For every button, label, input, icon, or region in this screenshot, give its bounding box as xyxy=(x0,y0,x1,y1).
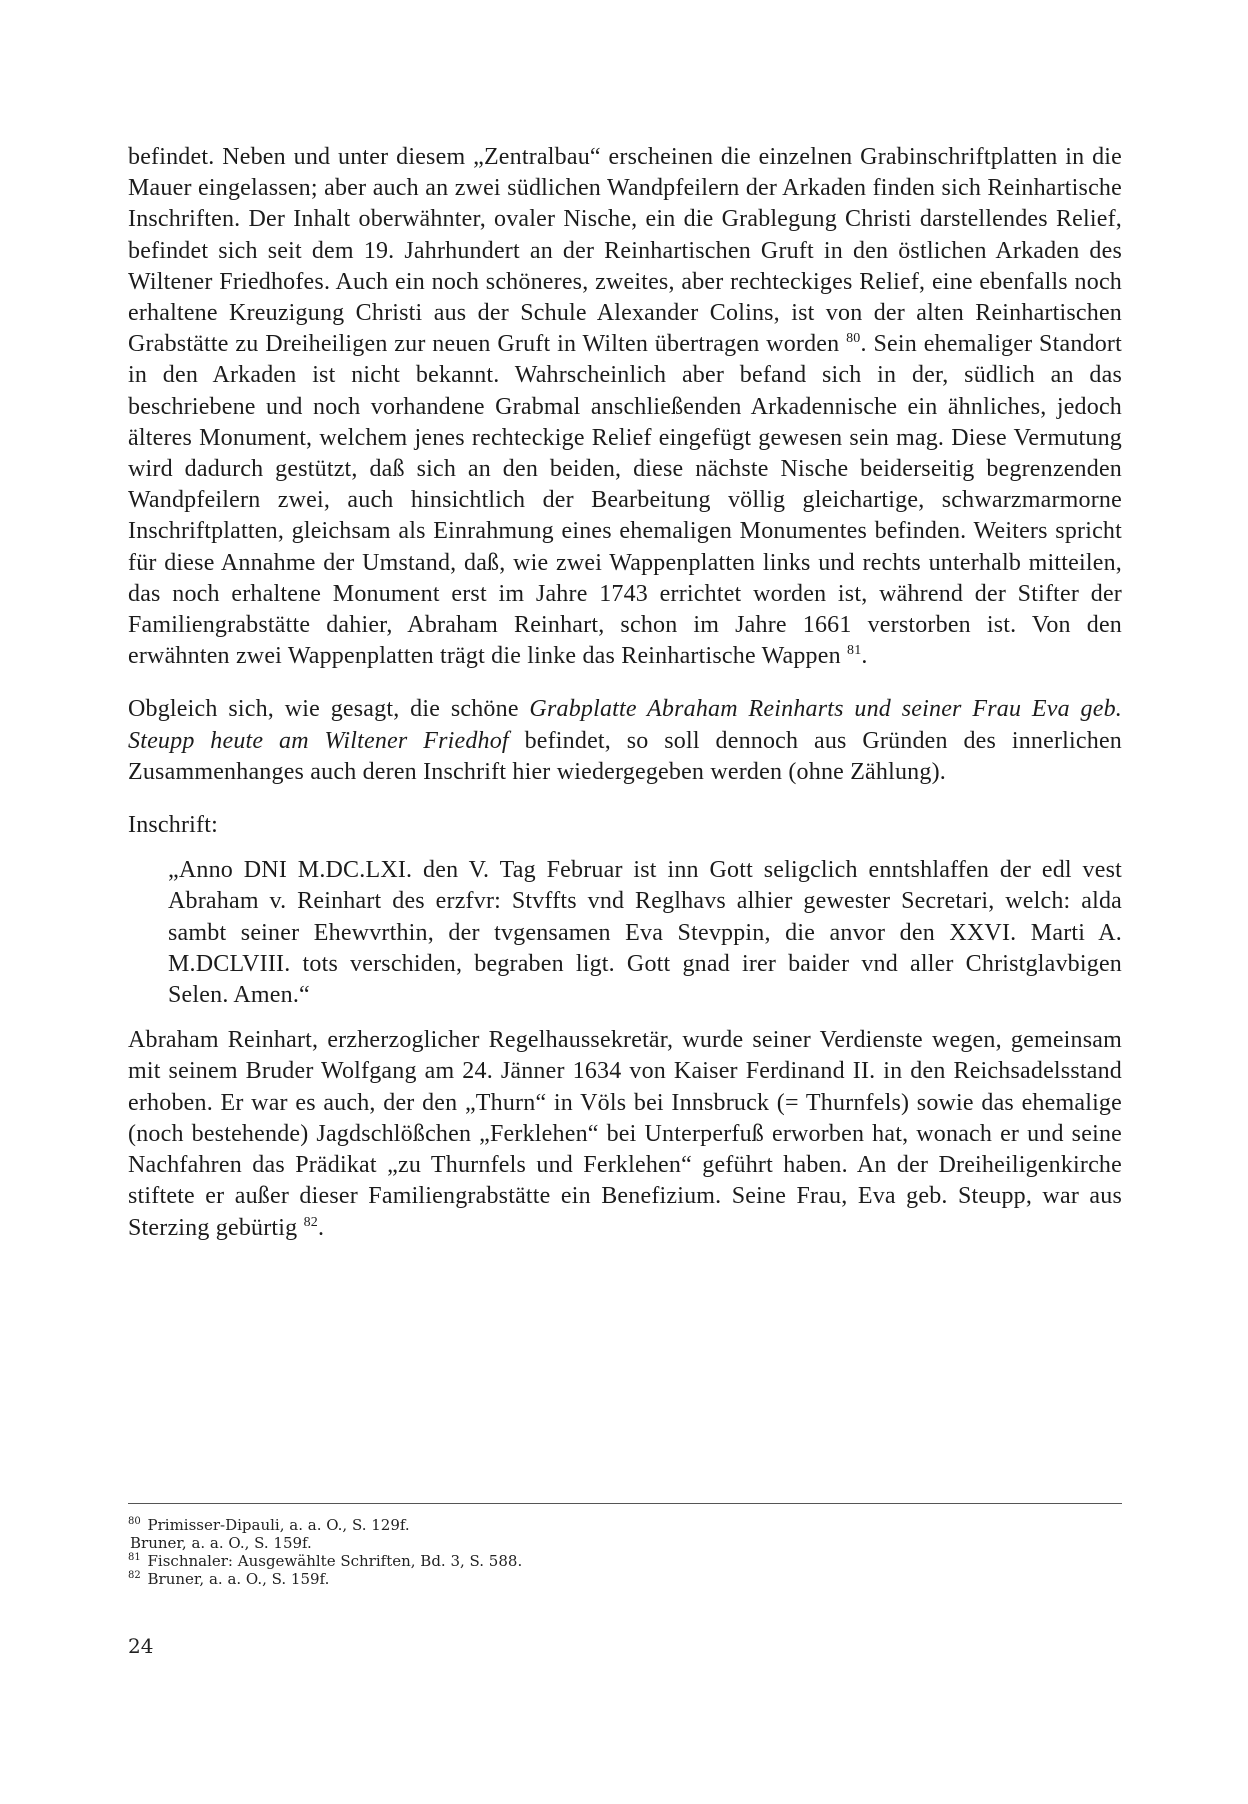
footnote-number: 81 xyxy=(128,1552,141,1563)
footnote-80-continued xyxy=(128,1534,1122,1552)
paragraph-2 xyxy=(128,694,1122,788)
paragraph-3-text: Abraham Reinhart, erzherzoglicher Regelhaussekretär, wurde seiner Verdienste wegen, gemeinsam mit seinem Bruder Wolfgang am 24. Jänner 1634 von Kaiser Ferdinand II. in den Reichsadelsstand erhoben. Er war es auch, der den „Thurn“ in Völs bei Innsbruck (= Thurnfels) sowie das ehemalige (noch bestehende) Jagdschlößchen „Ferklehen“ bei Unterperfuß erworben hat, wonach er und seine Nachfahren das Prädikat „zu Thurnfels und Ferklehen“ geführt haben. An der Dreiheiligenkirche stiftete er außer dieser Familiengrabstätte ein Benefizium. Seine Frau, Eva geb. Steupp, war aus Sterzing gebürtig xyxy=(128,1027,1122,1241)
footnote-number: 82 xyxy=(128,1570,141,1581)
footnote-80 xyxy=(128,1516,1122,1534)
footnote-82 xyxy=(128,1570,1122,1588)
footnotes xyxy=(128,1516,1122,1588)
paragraph-1-text-a: befindet. Neben und unter diesem „Zentralbau“ erscheinen die einzelnen Grabinschriftplatten in die Mauer eingelassen; aber auch an zwei südlichen Wandpfeilern der Arkaden finden sich Reinhartische Inschriften. Der Inhalt oberwähnter, ovaler Nische, ein die Grablegung Christi darstellendes Relief, befindet sich seit dem 19. Jahrhundert an der Reinhartischen Gruft in den östlichen Arkaden des Wiltener Friedhofes. Auch ein noch schöneres, zweites, aber rechteckiges Relief, eine ebenfalls noch erhaltene Kreuzigung Christi aus der Schule Alexander Colins, ist von der alten Reinhartischen Grabstätte zu Dreiheiligen zur neuen Gruft in Wilten übertragen worden xyxy=(128,144,1122,358)
paragraph-2-italic: Grabplatte Abraham Reinharts und seiner Frau Eva geb. Steupp heute am Wiltener Friedhof xyxy=(128,696,1122,754)
footnote-ref-80: 80 xyxy=(846,331,861,347)
footnote-text: Bruner, a. a. O., S. 159f. xyxy=(130,1534,312,1552)
inscription-quote: „Anno DNI M.DC.LXI. den V. Tag Februar ist inn Gott seligclich enntshlaffen der edl vest Abraham v. Reinhart des erzfvr: Stvffts vnd Reglhavs alhier gewester Secretari, welch: alda sambt seiner Ehewvrthin, der tvgensamen Eva Stevppin, die anvor den XXVI. Marti A. M.DCLVIII. tots verschiden, begraben ligt. Gott gnad irer baider vnd aller Christglavbigen Selen. Amen.“ xyxy=(168,857,1122,1009)
footnote-number: 80 xyxy=(128,1516,141,1527)
paragraph-1-end: . xyxy=(861,643,868,670)
footnote-81 xyxy=(128,1552,1122,1570)
inscription-label: Inschrift: xyxy=(128,812,218,839)
main-text xyxy=(128,142,1122,1244)
footnote-text: Fischnaler: Ausgewählte Schriften, Bd. 3, S. 588. xyxy=(147,1552,523,1570)
page-number: 24 xyxy=(128,1634,154,1658)
paragraph-1 xyxy=(128,142,1122,672)
paragraph-3-end: . xyxy=(317,1214,325,1241)
footnote-divider xyxy=(128,1503,1122,1504)
paragraph-2-text-b: befindet, so soll dennoch aus Gründen des innerlichen Zusammenhanges auch deren Inschrift hier wiedergegeben werden (ohne Zählung). xyxy=(128,727,1122,785)
paragraph-1-text-b: . Sein ehemaliger Standort in den Arkaden ist nicht bekannt. Wahrscheinlich aber befand sich in der, südlich an das beschriebene und noch vorhandene Grabmal anschließenden Arkadennische ein ähnliches, jedoch älteres Monument, welchem jenes rechteckige Relief eingefügt gewesen sein mag. Diese Vermutung wird dadurch gestützt, daß sich an den beiden, diese nächste Nische beiderseitig begrenzenden Wandpfeilern zwei, auch hinsichtlich der Bearbeitung völlig gleichartige, schwarzmarmorne Inschriftplatten, gleichsam als Einrahmung eines ehemaligen Monumentes befinden. Weiters spricht für diese Annahme der Umstand, daß, wie zwei Wappenplatten links und rechts unterhalb mitteilen, das noch erhaltene Monument erst im Jahre 1743 errichtet worden ist, während der Stifter der Familiengrabstätte dahier, Abraham Reinhart, schon im Jahre 1661 verstorben ist. Von den erwähnten zwei Wappenplatten trägt die linke das Reinhartische Wappen xyxy=(128,331,1122,670)
footnote-text: Primisser-Dipauli, a. a. O., S. 129f. xyxy=(147,1516,410,1534)
footnote-ref-82: 82 xyxy=(303,1214,318,1230)
paragraph-2-text-a: Obgleich sich, wie gesagt, die schöne xyxy=(128,696,530,723)
footnote-text: Bruner, a. a. O., S. 159f. xyxy=(147,1570,330,1588)
paragraph-3 xyxy=(128,1025,1122,1243)
footnote-ref-81: 81 xyxy=(847,643,862,659)
